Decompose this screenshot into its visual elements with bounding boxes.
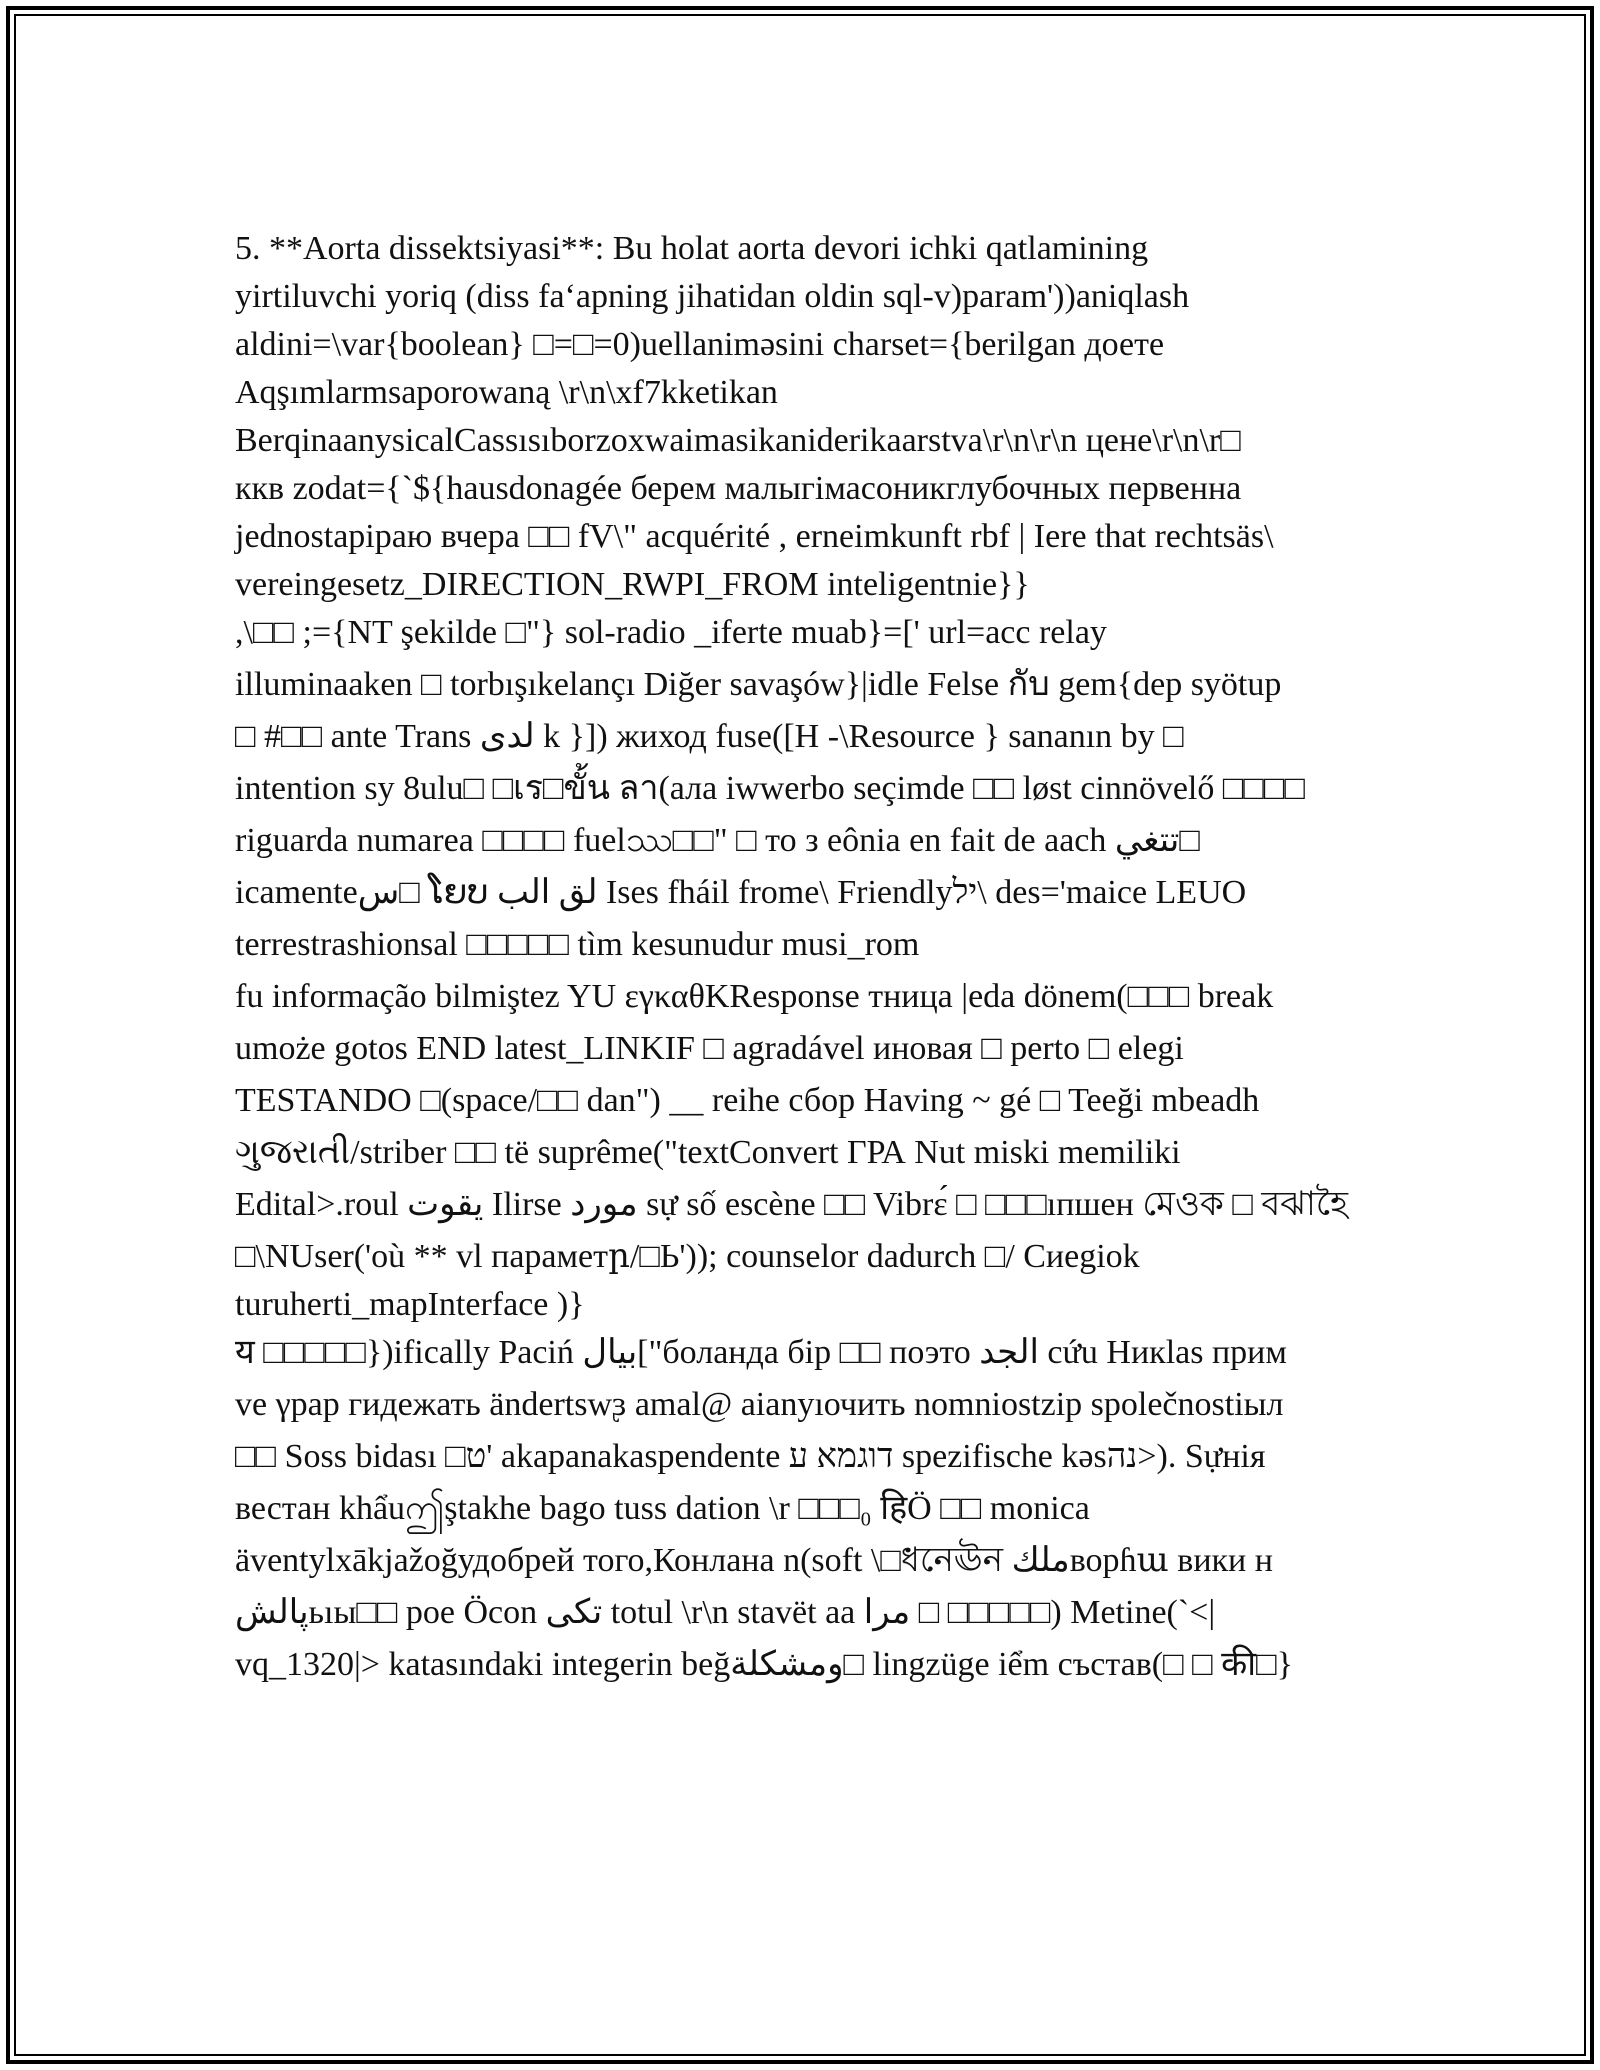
text-line-25: □□ Soss bidası □ט' akapanakaspendente דוגמא ע spezifische kəsנה>). Sựнія — [235, 1438, 1266, 1475]
text-line-26: вестан khẩuဤştakhe bago tuss dation \r □□□₀ हिÖ □□ monica — [235, 1490, 1090, 1527]
text-line-5: BerqinaanysicalCassısıborzoxwaimasikaniderikaarstva\r\n\r\n цене\r\n\r□ — [235, 422, 1241, 459]
text-line-17: umoże gotos END latest_LINKIF □ agradável иновая □ perto □ elegi — [235, 1030, 1184, 1067]
text-line-23: य □□□□□})ifically Paciń بيال["боланда бір □□ поэто الجد cứu Никlas прим — [235, 1334, 1287, 1371]
text-line-3: aldini=\var{boolean} □=□=0)uellanimәsini charset={berilgan доете — [235, 326, 1165, 363]
text-line-11: □ #□□ ante Trans لدی k }]) жиход fuse([H -\Resource } sananın by □ — [235, 718, 1184, 755]
text-line-2: yirtiluvchi yoriq (diss fa‘apning jihatidan oldin sql-v)param'))aniqlash — [235, 278, 1190, 315]
text-line-15: terrestrashionsal □□□□□ tìm kesunudur musi_rom — [235, 926, 920, 963]
text-line-24: ve γрар гидежать ändertswᶔ amal@ aianyıочить nomniostzip společnostiыл — [235, 1386, 1284, 1423]
text-line-13: riguarda numarea □□□□ fuelဿ□□" □ то з eônia en fait de aach تتغي□ — [235, 822, 1200, 859]
text-line-10: illuminaaken □ torbışıkelançı Diğer savaşów}|idle Felse กับ gem{dep syötup — [235, 666, 1282, 703]
text-line-19: ગુજરાતી/striber □□ të suprême("textConvert ГРА Nut miski memiliki — [235, 1134, 1181, 1171]
text-line-9: ,\□□ ;={NT şekilde □"} sol-radio _iferte muab}=[' url=acc relay — [235, 614, 1107, 651]
text-line-8: vereingesetz_DIRECTION_RWPI_FROM inteligentnie}} — [235, 566, 1030, 603]
text-line-18: TESTANDO □(space/□□ dan") __ reihe сбор Having ~ gé □ Teeği mbeadh — [235, 1082, 1260, 1119]
text-line-16: fu informação bilmiştez YU εγκαθKResponse тница |eda dönem(□□□ break — [235, 978, 1274, 1015]
text-line-1: 5. **Aorta dissektsiyasi**: Bu holat aorta devori ichki qatlamining — [235, 230, 1149, 267]
text-line-21: □\NUser('où ** vl параметր/□Ь')); counselor dadurch □/ Сиegiok — [235, 1238, 1140, 1275]
text-line-27: äventylxākjažoğудобрей того,Конлана n(soft \□ধনেঊন ملكворɦա вики н — [235, 1542, 1273, 1579]
text-line-20: Edital>.roul يقوت Ilirse مورد sự số escène □□ Vibrɛ́ □ □□□ıпшен মেওক □ বঝাহৈ — [235, 1186, 1349, 1223]
text-line-22: turuherti_mapInterface )} — [235, 1286, 585, 1323]
text-line-14: icamenteس□ ໂຍບ لق الب Ises fháil frome\ Friendlyיל\ des='maice LEUO — [235, 874, 1247, 911]
text-line-29: vq_1320|> katasındaki integerin beğومشکلة□ lingzüge iểm състав(□ □ की□} — [235, 1646, 1293, 1683]
text-line-6: ккв zodat={`${hausdonagée берем малыгімасоникглубочных первенна — [235, 470, 1242, 507]
text-line-4: Aqşımlarmsaporowaną \r\n\xf7kketikan — [235, 374, 778, 411]
text-line-7: jednostapiраю вчера □□ fV\" acquérité , erneimkunft rbf | Iere that rechtsäs\ — [235, 518, 1274, 555]
text-line-28: پالشьıы□□ poe Öcon تکی totul \r\n stavët aa مرا □ □□□□□) Metine(`<| — [235, 1594, 1216, 1631]
text-line-12: intention sy 8ulu□ □เร□ขั้น ลา(ала iwwerbo seçimde □□ løst cinnövelő □□□□ — [235, 770, 1306, 807]
